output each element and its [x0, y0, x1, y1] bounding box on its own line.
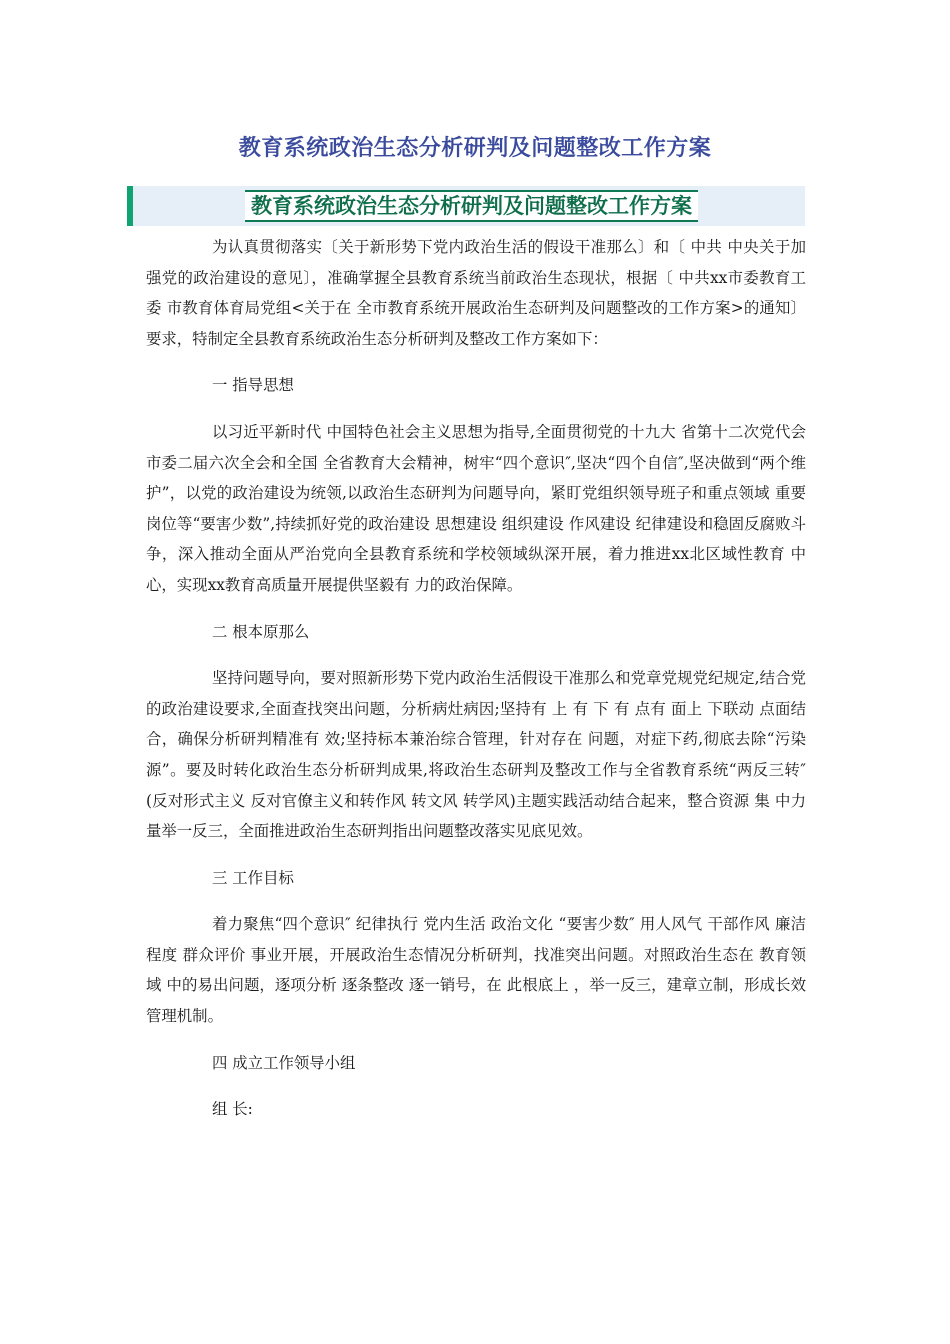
intro-paragraph: 为认真贯彻落实〔关于新形势下党内政治生活的假设干准那么〕和〔 中共 中央关于加强党的政治建设的意见〕，准确掌握全县教育系统当前政治生态现状，根据〔 中共xx市委教育工委 市教育体育局党组<关于在 全市教育系统开展政治生态研判及问题整改的工作方案>的通知〕要求，特制定全县教育系统政治生态分析研判及整改工作方案如下： [146, 238, 806, 348]
page-title: 教育系统政治生态分析研判及问题整改工作方案 [238, 136, 712, 161]
group-leader-label: 组 长: [212, 1100, 253, 1119]
banner-accent-bar [127, 186, 133, 226]
section-heading-2: 二 根本原那么 [212, 622, 310, 641]
banner-title: 教育系统政治生态分析研判及问题整改工作方案 [245, 190, 698, 222]
section-heading-3: 三 工作目标 [212, 868, 294, 887]
document-body [146, 232, 806, 1125]
section-heading-1: 一 指导思想 [212, 376, 294, 395]
section-body-2: 坚持问题导向，要对照新形势下党内政治生活假设干准那么和党章党规党纪规定,结合党的政治建设要求,全面查找突出问题，分析病灶病因;坚持有 上 有 下 有 点有 面上 下联动 点面结合，确保分析研判精准有 效;坚持标本兼治综合管理，针对存在 问题，对症下药,彻底去除“污染源”。要及时转化政治生态分析研判成果,将政治生态研判及整改工作与全省教育系统“两反三转″(反对形式主义 反对官僚主义和转作风 转文风 转学风)主题实践活动结合起来，整合资源 集 中力量举一反三，全面推进政治生态研判指出问题整改落实见底见效。 [146, 669, 806, 841]
section-heading-4: 四 成立工作领导小组 [212, 1053, 356, 1072]
title-banner [127, 186, 805, 226]
section-body-1: 以习近平新时代 中国特色社会主义思想为指导,全面贯彻党的十九大 省第十二次党代会 市委二届六次全会和全国 全省教育大会精神，树牢“四个意识″,坚决“四个自信″,坚决做到“两个维护”，以党的政治建设为统领,以政治生态研判为问题导向，紧盯党组织领导班子和重点领域 重要岗位等“要害少数”,持续抓好党的政治建设 思想建设 组织建设 作风建设 纪律建设和稳固反腐败斗争，深入推动全面从严治党向全县教育系统和学校领域纵深开展，着力推进xx北区域性教育 中心，实现xx教育高质量开展提供坚毅有 力的政治保障。 [146, 422, 806, 594]
section-body-3: 着力聚焦“四个意识″ 纪律执行 党内生活 政治文化 “要害少数″ 用人风气 干部作风 廉洁程度 群众评价 事业开展，开展政治生态情况分析研判，找准突出问题。对照政治生态在 教育领域 中的易出问题，逐项分析 逐条整改 逐一销号，在 此根底上 ，举一反三，建章立制，形成长效管理机制。 [146, 915, 806, 1026]
